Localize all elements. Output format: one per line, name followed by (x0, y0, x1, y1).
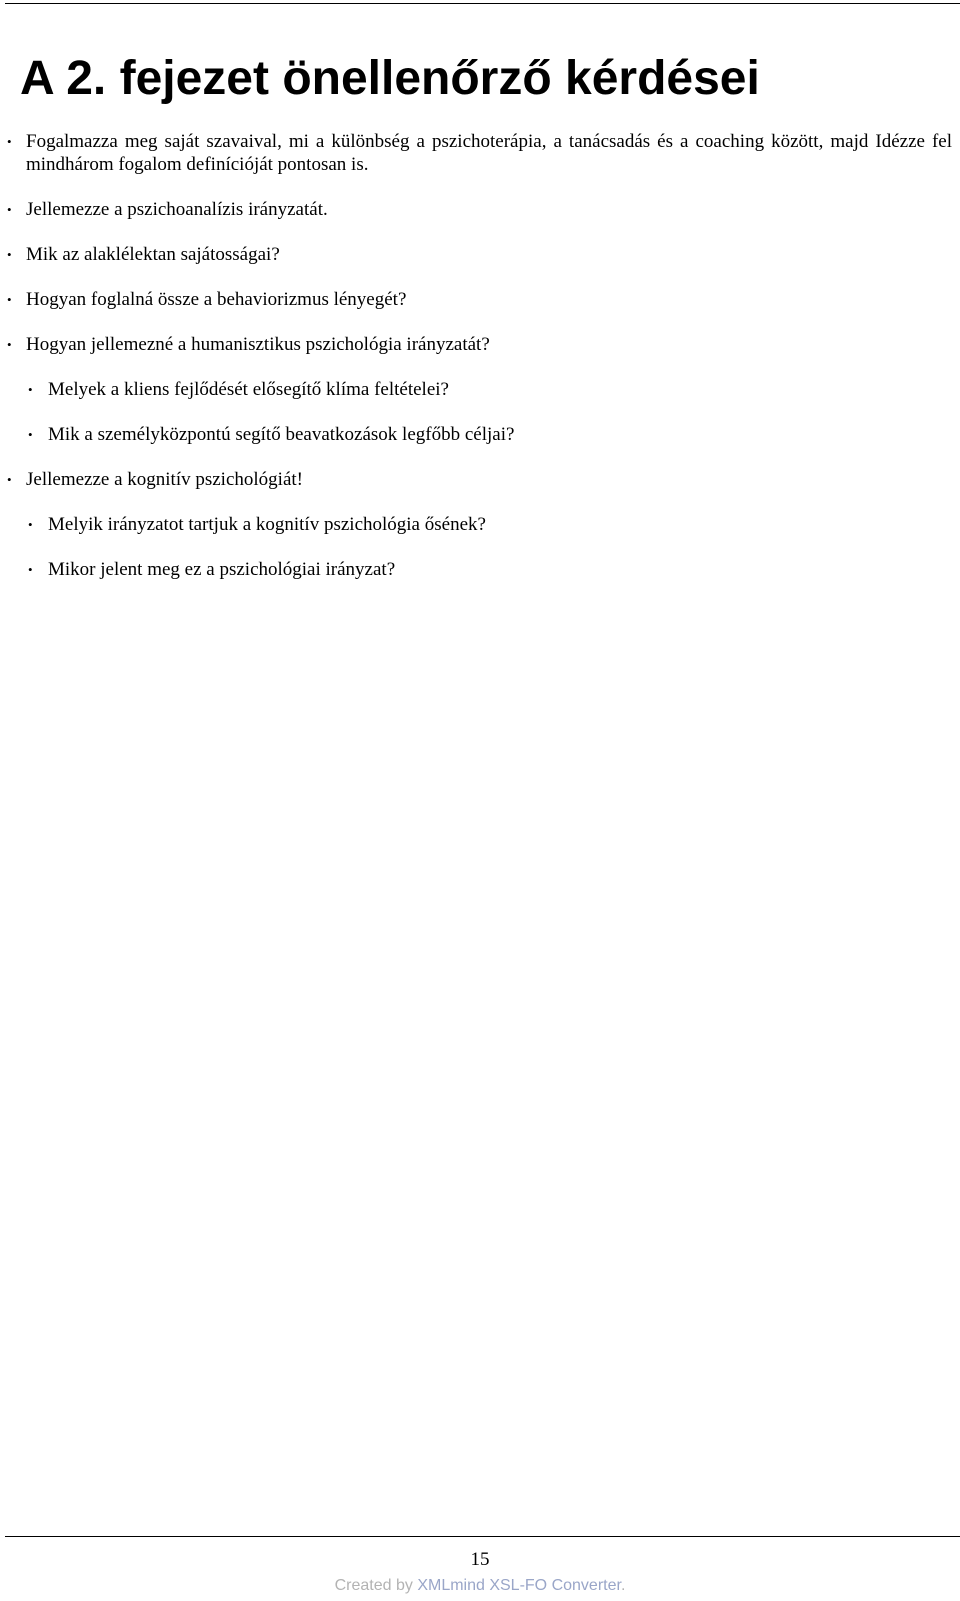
question-text: Melyek a kliens fejlődését elősegítő klíma feltételei? (48, 379, 449, 400)
bottom-rule (5, 1536, 960, 1537)
list-item (0, 288, 960, 311)
page-number: 15 (470, 1549, 490, 1570)
bullet-icon: • (28, 517, 33, 532)
question-text: Jellemezze a pszichoanalízis irányzatát. (26, 199, 328, 220)
credit-brand: XMLmind XSL-FO Converter (417, 1577, 621, 1594)
bullet-icon: • (28, 427, 33, 442)
bullet-icon: • (7, 472, 12, 487)
bullet-icon: • (7, 247, 12, 262)
bullet-icon: • (7, 134, 12, 149)
question-text: Melyik irányzatot tartjuk a kognitív pszichológia ősének? (48, 514, 486, 535)
bullet-icon: • (7, 292, 12, 307)
bullet-icon: • (7, 202, 12, 217)
list-item (0, 333, 960, 356)
bullet-icon: • (28, 562, 33, 577)
question-list (0, 130, 960, 603)
sub-list-item (0, 423, 960, 446)
credit-prefix: Created by (334, 1577, 418, 1594)
footer-credit (0, 1576, 960, 1596)
question-text: Jellemezze a kognitív pszichológiát! (26, 469, 303, 490)
question-text: Hogyan foglalná össze a behaviorizmus lényegét? (26, 289, 407, 310)
sub-list-item (0, 558, 960, 581)
question-text: Mik a személyközpontú segítő beavatkozások legfőbb céljai? (48, 424, 515, 445)
question-text: Mikor jelent meg ez a pszichológiai irányzat? (48, 559, 396, 580)
page-title: A 2. fejezet önellenőrző kérdései (20, 52, 760, 105)
bullet-icon: • (28, 382, 33, 397)
list-item (0, 130, 960, 176)
top-rule (5, 3, 960, 4)
sub-list-item (0, 513, 960, 536)
sub-list-item (0, 378, 960, 401)
list-item (0, 468, 960, 491)
list-item (0, 198, 960, 221)
question-text: Fogalmazza meg saját szavaival, mi a különbség a pszichoterápia, a tanácsadás és a coaching között, majd Idézze fel mindhárom fogalom definícióját pontosan is. (26, 131, 952, 175)
credit-suffix: . (620, 1577, 626, 1594)
question-text: Hogyan jellemezné a humanisztikus pszichológia irányzatát? (26, 334, 490, 355)
list-item (0, 243, 960, 266)
question-text: Mik az alaklélektan sajátosságai? (26, 244, 280, 265)
bullet-icon: • (7, 337, 12, 352)
